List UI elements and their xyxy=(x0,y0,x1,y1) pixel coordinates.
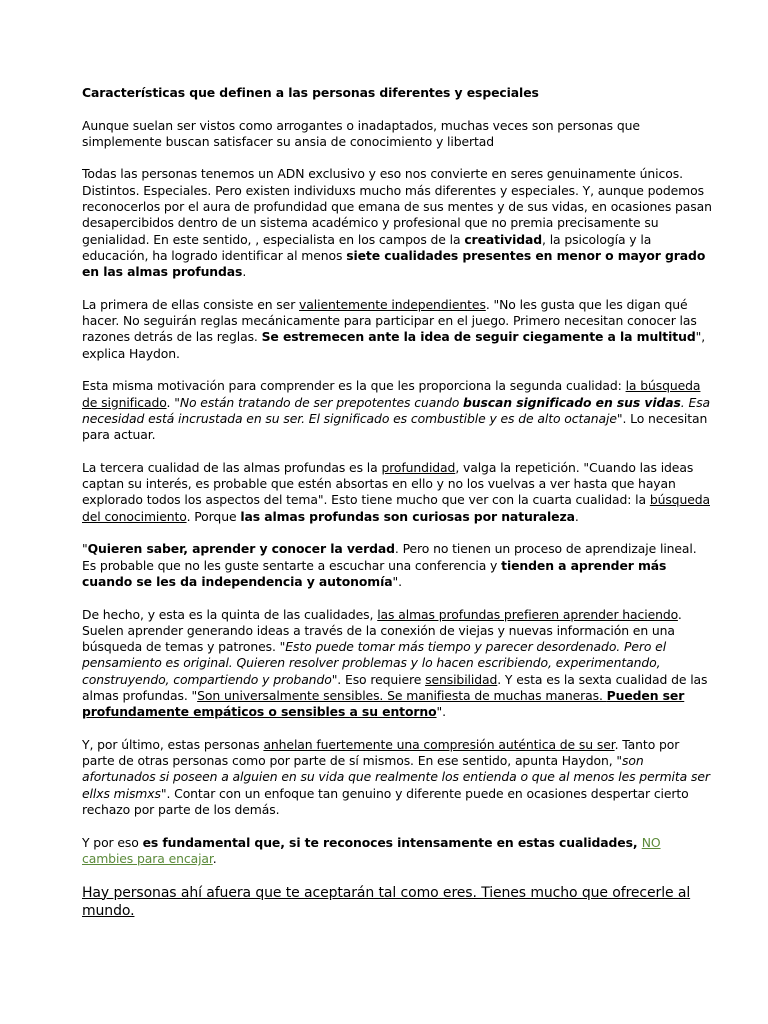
p1-bold-siete: siete cualidades presentes en menor o mayor grado en las almas profundas xyxy=(82,247,706,280)
paragraph-3 xyxy=(82,378,714,443)
p3-bolditalic-buscan: buscan significado en sus vidas xyxy=(463,394,681,410)
p1-text-d: . xyxy=(242,264,247,280)
p2-text-a: La primera de ellas consiste en ser xyxy=(82,296,300,312)
p4-text-b: , valga la repetición. "Cuando las ideas captan su interés, es probable que estén absortas en ello y no los vuelvas a ver hasta que hayan explorado todos los aspectos del tema". Esto tiene mucho que ver con la cuarta cualidad: la xyxy=(82,459,694,508)
p1-bold-creatividad: creatividad xyxy=(464,231,543,247)
p8-text-c: . xyxy=(212,850,217,866)
p7-text-a: Y, por último, estas personas xyxy=(82,736,264,752)
p8-text-a: Y por eso xyxy=(82,834,143,850)
closing-line: Hay personas ahí afuera que te aceptarán tal como eres. Tienes mucho que ofrecerle al mundo. xyxy=(82,884,691,919)
p3-text-a: Esta misma motivación para comprender es la que les proporciona la segunda cualidad: xyxy=(82,378,626,394)
p7-italic-son: son afortunados si poseen a alguien en su vida que realmente los entienda o que al menos les permita ser ellxs mismxs xyxy=(82,753,710,801)
paragraph-4 xyxy=(82,460,714,525)
p7-text-c: ". Contar con un enfoque tan genuino y diferente puede en ocasiones despertar cierto rechazo por parte de los demás. xyxy=(82,785,689,818)
p2-text-b: . "No les gusta que les digan qué hacer. No seguirán reglas mecánicamente para participar en el juego. Primero necesitan conocer las razones detrás de las reglas. xyxy=(82,296,697,345)
no-cambies-link[interactable]: NO cambies para encajar xyxy=(82,834,661,866)
document-subtitle: Aunque suelan ser vistos como arrogantes o inadaptados, muchas veces son personas que simplemente buscan satisfacer su ansia de conocimiento y libertad xyxy=(82,117,640,149)
p6-text-a: De hecho, y esta es la quinta de las cualidades, xyxy=(82,606,378,622)
p4-text-a: La tercera cualidad de las almas profundas es la xyxy=(82,459,382,475)
p2-text-c: ", explica Haydon. xyxy=(82,329,706,361)
p3-text-c: ". Lo necesitan para actuar. xyxy=(82,410,708,443)
p6-italic-esto: Esto puede tomar más tiempo y parecer desordenado. Pero el pensamiento es original. Quieren resolver problemas y lo hacen escribiendo, experimentando, construyendo, compartiendo y probando xyxy=(82,639,667,687)
p5-bold-quieren: Quieren saber, aprender y conocer la verdad xyxy=(87,541,395,557)
paragraph-8 xyxy=(82,835,714,868)
p5-bold-tienden: tienden a aprender más cuando se les da independencia y autonomía xyxy=(82,557,667,589)
p6-text-b: . Suelen aprender generando ideas a través de la conexión de viejas y nuevas información en una búsqueda de temas y patrones. " xyxy=(82,606,682,655)
p1-text-c: , la psicología y la educación, ha logrado identificar al menos xyxy=(82,231,652,263)
p4-text-d: . xyxy=(574,508,579,524)
p6-text-e: ". xyxy=(436,704,446,720)
p7-underline-anhelan: anhelan fuertemente una compresión auténtica de su ser xyxy=(263,736,615,752)
p2-bold-estremecen: Se estremecen ante la idea de seguir ciegamente a la multitud xyxy=(261,329,696,345)
p6-text-c: ". Eso requiere xyxy=(331,671,426,687)
p4-text-c: . Porque xyxy=(186,508,241,524)
p5-text-b: . Pero no tienen un proceso de aprendizaje lineal. Es probable que no les guste sentarte a escuchar una conferencia y xyxy=(82,541,697,573)
p6-underline-bold-pueden: Pueden ser profundamente empáticos o sensibles a su entorno xyxy=(82,687,685,720)
paragraph-1 xyxy=(82,166,714,280)
p4-underline-conocimiento: búsqueda del conocimiento xyxy=(82,492,710,524)
p3-text-b: . " xyxy=(166,394,180,410)
p3-underline-busqueda: la búsqueda de significado xyxy=(82,378,701,410)
p6-text-d: . Y esta es la sexta cualidad de las almas profundas. " xyxy=(82,671,708,703)
p3-italic-2: . Esa necesidad está incrustada en su ser. El significado es combustible y es de alto octanaje xyxy=(82,394,711,426)
p8-bold-es: es fundamental que, si te reconoces intensamente en estas cualidades, xyxy=(142,834,642,850)
p4-bold-curiosas: las almas profundas son curiosas por naturaleza xyxy=(240,508,575,524)
p7-text-b: . Tanto por parte de otras personas como por parte de sí mismos. En ese sentido, apunta Haydon, " xyxy=(82,736,680,769)
paragraph-2 xyxy=(82,297,714,362)
paragraph-6 xyxy=(82,607,714,721)
p6-underline-son: Son universalmente sensibles. Se manifiesta de muchas maneras. xyxy=(197,687,607,703)
paragraph-5 xyxy=(82,541,714,590)
p2-underline-valientemente: valientemente independientes xyxy=(299,296,486,312)
p1-text-a: Todas las personas tenemos un ADN exclusivo y eso nos convierte en seres genuinamente únicos. Distintos. Especiales. Pero existen individuxs mucho más diferentes y especiales. Y, aunque podemos reconocerlos por el aura de profundidad que emana de sus mentes y de sus vidas, en ocasiones pasan desapercibidos dentro de un sistema académico y profesional que no premia precisamente su genialidad. En este sentido, , especialista en los campos de la xyxy=(82,166,712,247)
paragraph-7 xyxy=(82,737,714,818)
p5-text-c: ". xyxy=(392,573,402,589)
p6-underline-sensibilidad: sensibilidad xyxy=(425,671,498,687)
document-page xyxy=(82,85,714,936)
p5-text-a: " xyxy=(82,541,88,557)
document-title: Características que definen a las personas diferentes y especiales xyxy=(82,85,539,100)
p4-underline-profundidad: profundidad xyxy=(381,459,456,475)
p6-underline-prefieren: las almas profundas prefieren aprender haciendo xyxy=(377,606,678,622)
p3-italic-1: No están tratando de ser prepotentes cuando xyxy=(179,394,464,410)
